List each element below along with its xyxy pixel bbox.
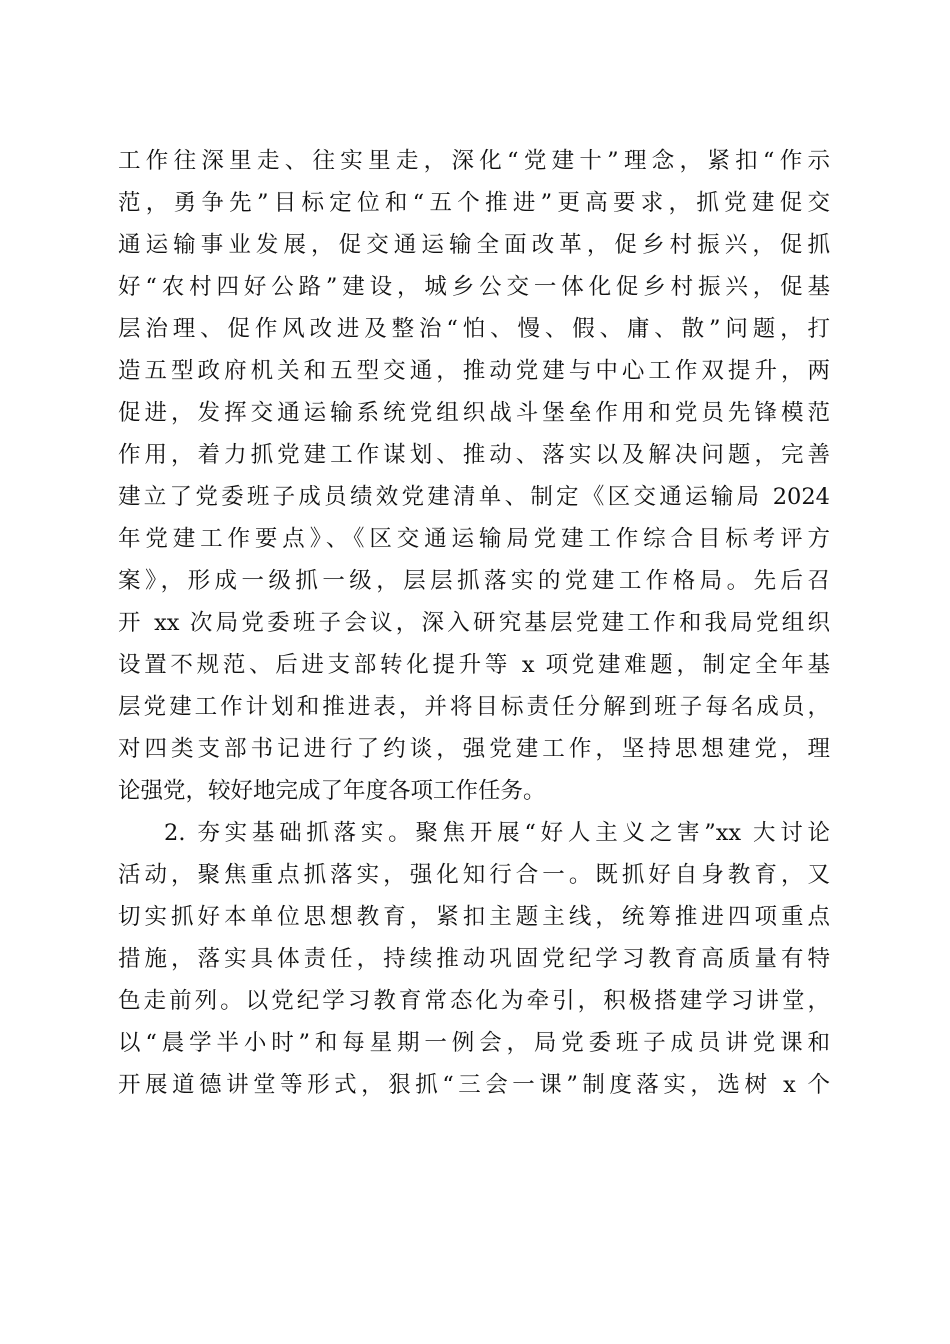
paragraph-line: 措施，落实具体责任，持续推动巩固党纪学习教育高质量有特	[118, 946, 830, 972]
paragraph-line: 案》，形成一级抓一级，层层抓落实的党建工作格局。先后召	[118, 568, 830, 594]
paragraph-line: 层治理、促作风改进及整治“怕、慢、假、庸、散”问题，打	[118, 316, 830, 342]
paragraph-line: 年党建工作要点》、《区交通运输局党建工作综合目标考评方	[118, 526, 830, 552]
paragraph-line: 好“农村四好公路”建设，城乡公交一体化促乡村振兴，促基	[118, 274, 830, 300]
document-body	[118, 140, 830, 1106]
paragraph-line: 工作往深里走、往实里走，深化“党建十”理念，紧扣“作示	[118, 148, 830, 174]
paragraph-line: 以“晨学半小时”和每星期一例会，局党委班子成员讲党课和	[118, 1030, 830, 1056]
paragraph-line: 建立了党委班子成员绩效党建清单、制定《区交通运输局 2024	[118, 484, 830, 510]
paragraph-line: 色走前列。以党纪学习教育常态化为牵引，积极搭建学习讲堂，	[118, 988, 830, 1014]
paragraph-line: 范，勇争先”目标定位和“五个推进”更高要求，抓党建促交	[118, 190, 830, 216]
paragraph-line: 促进，发挥交通运输系统党组织战斗堡垒作用和党员先锋模范	[118, 400, 830, 426]
paragraph-line: 活动，聚焦重点抓落实，强化知行合一。既抓好自身教育，又	[118, 862, 830, 888]
paragraph-line: 作用，着力抓党建工作谋划、推动、落实以及解决问题，完善	[118, 442, 830, 468]
paragraph-line: 切实抓好本单位思想教育，紧扣主题主线，统筹推进四项重点	[118, 904, 830, 930]
paragraph-line: 开展道德讲堂等形式，狠抓“三会一课”制度落实，选树 x 个	[118, 1072, 830, 1098]
paragraph-line: 2. 夯实基础抓落实。聚焦开展“好人主义之害”xx 大讨论	[164, 820, 830, 846]
paragraph-line: 设置不规范、后进支部转化提升等 x 项党建难题，制定全年基	[118, 652, 830, 678]
paragraph-2	[118, 812, 830, 1106]
paragraph-line: 论强党，较好地完成了年度各项工作任务。	[118, 778, 546, 804]
paragraph-line: 层党建工作计划和推进表，并将目标责任分解到班子每名成员，	[118, 694, 830, 720]
paragraph-line: 造五型政府机关和五型交通，推动党建与中心工作双提升，两	[118, 358, 830, 384]
paragraph-1	[118, 140, 830, 812]
paragraph-line: 对四类支部书记进行了约谈，强党建工作，坚持思想建党，理	[118, 736, 830, 762]
paragraph-line: 开 xx 次局党委班子会议，深入研究基层党建工作和我局党组织	[118, 610, 830, 636]
paragraph-line: 通运输事业发展，促交通运输全面改革，促乡村振兴，促抓	[118, 232, 830, 258]
